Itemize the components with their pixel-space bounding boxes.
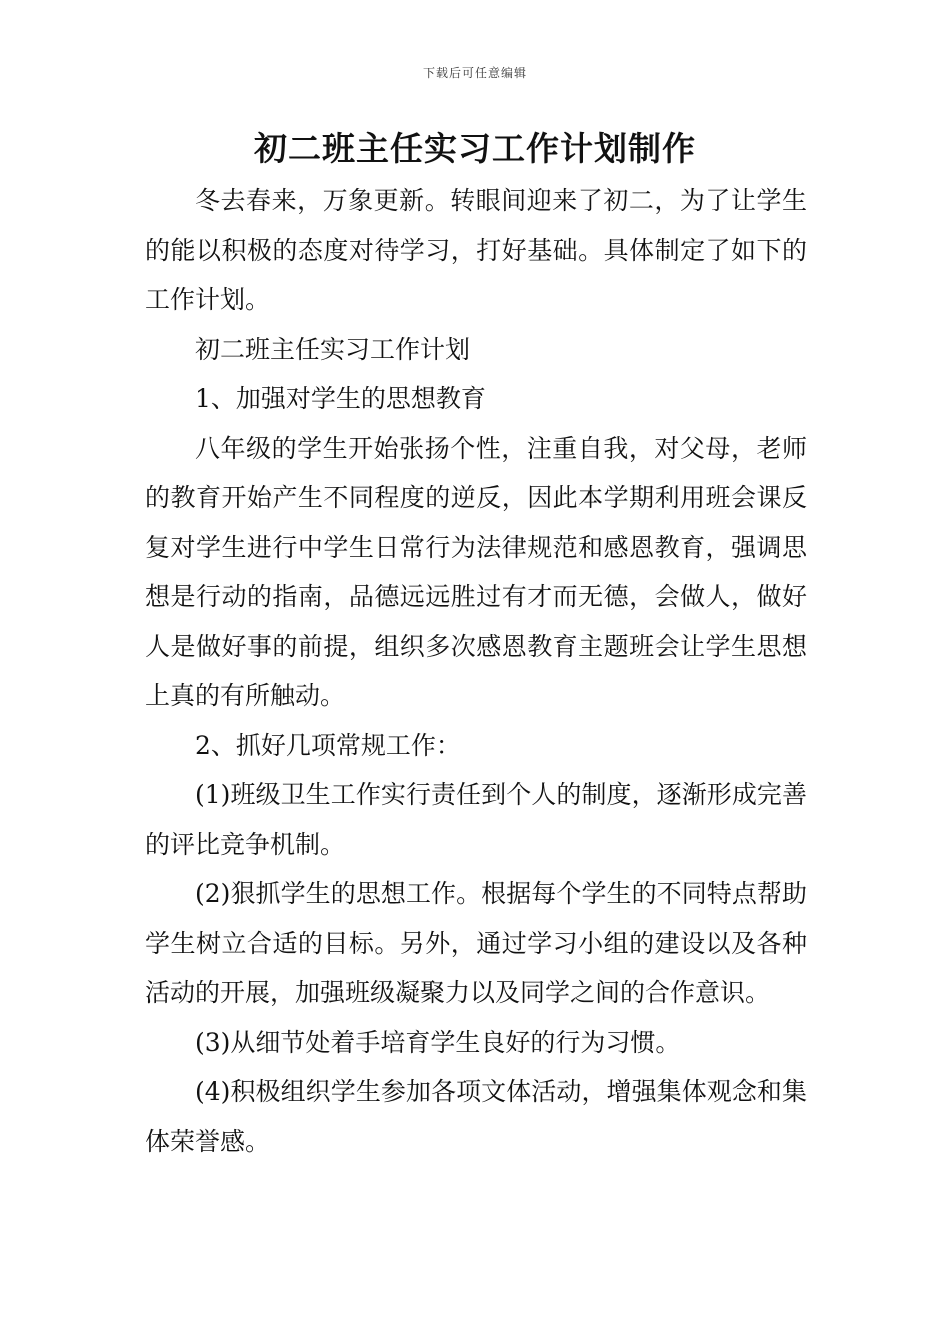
paragraph-subtitle: 初二班主任实习工作计划 (195, 334, 471, 364)
paragraph-item-4: (4)积极组织学生参加各项文体活动，增强集体观念和集体荣誉感。 (145, 1077, 807, 1156)
document-body (145, 176, 807, 1166)
paragraph-thought-education: 八年级的学生开始张扬个性，注重自我，对父母，老师的教育开始产生不同程度的逆反，因此本学期利用班会课反复对学生进行中学生日常行为法律规范和感恩教育，强调思想是行动的指南，品德远远胜过有才而无德，会做人，做好人是做好事的前提，组织多次感恩教育主题班会让学生思想上真的有所触动。 (145, 433, 807, 710)
paragraph-item-3: (3)从细节处着手培育学生良好的行为习惯。 (195, 1027, 681, 1057)
paragraph-heading-1: 1、加强对学生的思想教育 (195, 384, 486, 413)
document-title: 初二班主任实习工作计划制作 (254, 129, 696, 168)
paragraph-intro: 冬去春来，万象更新。转眼间迎来了初二，为了让学生的能以积极的态度对待学习，打好基础。具体制定了如下的工作计划。 (145, 186, 807, 314)
paragraph-heading-2: 2、抓好几项常规工作： (195, 730, 461, 760)
paragraph-item-1: (1)班级卫生工作实行责任到个人的制度，逐渐形成完善的评比竞争机制。 (145, 780, 807, 859)
paragraph-item-2: (2)狠抓学生的思想工作。根据每个学生的不同特点帮助学生树立合适的目标。另外，通过学习小组的建设以及各种活动的开展，加强班级凝聚力以及同学之间的合作意识。 (145, 879, 807, 1007)
header-note: 下载后可任意编辑 (422, 66, 527, 80)
